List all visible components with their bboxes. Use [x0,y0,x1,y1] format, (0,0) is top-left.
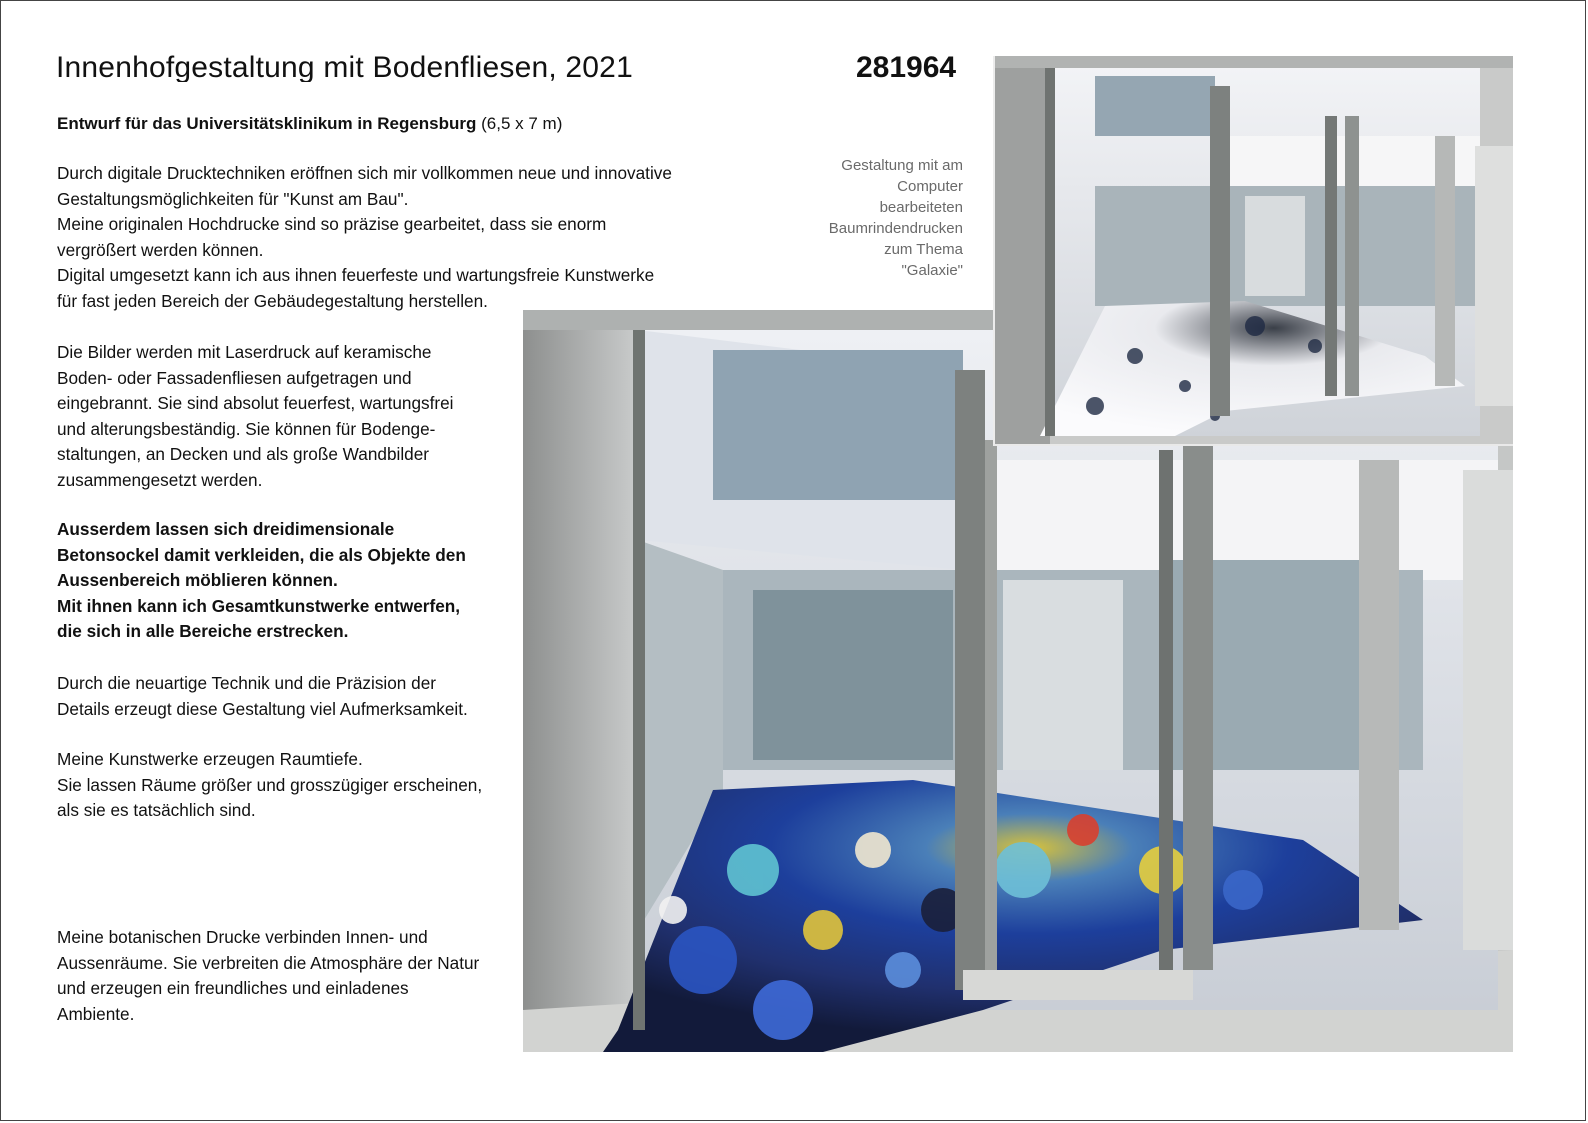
caption-line: bearbeiteten [879,199,963,216]
text-line: Boden- oder Fassadenfliesen aufgetragen und [57,367,412,388]
caption-line: zum Thema [884,241,963,258]
photo-caption [800,155,963,281]
paragraph-botanical [57,925,479,1027]
text-line: Ambiente. [57,1003,135,1024]
paragraph-objects [57,517,466,645]
text-line: vergrößert werden können. [57,239,264,260]
text-line: und erzeugen ein freundliches und einladenes [57,978,409,998]
text-line: eingebrannt. Sie sind absolut feuerfest, wartungsfrei [57,393,454,413]
text-line: Sie lassen Räume größer und grosszügiger erscheinen, [57,774,483,795]
text-line: Meine originalen Hochdrucke sind so präzise gearbeitet, dass sie enorm [57,214,607,234]
text-line: für fast jeden Bereich der Gebäudegestaltung herstellen. [57,290,488,311]
text-line: Aussenräume. Sie verbreiten die Atmosphäre der Natur [57,952,480,973]
text-line: Betonsockel damit verkleiden, die als Objekte den [57,544,466,565]
caption-line: Baumrindendrucken [828,220,963,237]
text-line: Gestaltungsmöglichkeiten für "Kunst am Bau". [57,188,409,209]
subtitle-bold: Entwurf für das Universitätsklinikum in Regensburg [57,114,477,133]
text-line: die sich in alle Bereiche erstrecken. [57,621,349,641]
text-line: staltungen, an Decken und als große Wandbilder [57,444,429,464]
text-line: Digital umgesetzt kann ich aus ihnen feuerfeste und wartungsfreie Kunstwerke [57,265,655,285]
subtitle [57,114,562,134]
text-line: Aussenbereich möblieren können. [57,570,338,590]
paragraph-attention [57,671,468,722]
subtitle-dimensions: (6,5 x 7 m) [476,114,563,133]
courtyard-photo-monochrome [993,56,1513,446]
text-line: Durch die neuartige Technik und die Präzision der [57,673,436,693]
text-line: und alterungsbeständig. Sie können für Bodenge- [57,418,436,439]
paragraph-depth [57,747,482,824]
text-line: Meine Kunstwerke erzeugen Raumtiefe. [57,749,363,769]
page-title: Innenhofgestaltung mit Bodenfliesen, 2021 [56,51,633,82]
caption-line: "Galaxie" [901,262,963,279]
text-line: zusammengesetzt werden. [57,469,263,490]
caption-line: Gestaltung mit am [841,157,963,174]
text-line: Durch digitale Drucktechniken eröffnen sich mir vollkommen neue und innovative [57,163,672,183]
caption-line: Computer [897,178,963,195]
paragraph-technique [57,340,454,493]
paragraph-intro [57,161,672,314]
text-line: Die Bilder werden mit Laserdruck auf keramische [57,342,432,362]
catalog-number: 281964 [856,51,957,84]
text-line: Ausserdem lassen sich dreidimensionale [57,519,395,539]
text-line: als sie es tatsächlich sind. [57,800,256,820]
text-line: Details erzeugt diese Gestaltung viel Aufmerksamkeit. [57,698,468,719]
text-line: Meine botanischen Drucke verbinden Innen- und [57,927,428,947]
text-line: Mit ihnen kann ich Gesamtkunstwerke entwerfen, [57,595,461,616]
